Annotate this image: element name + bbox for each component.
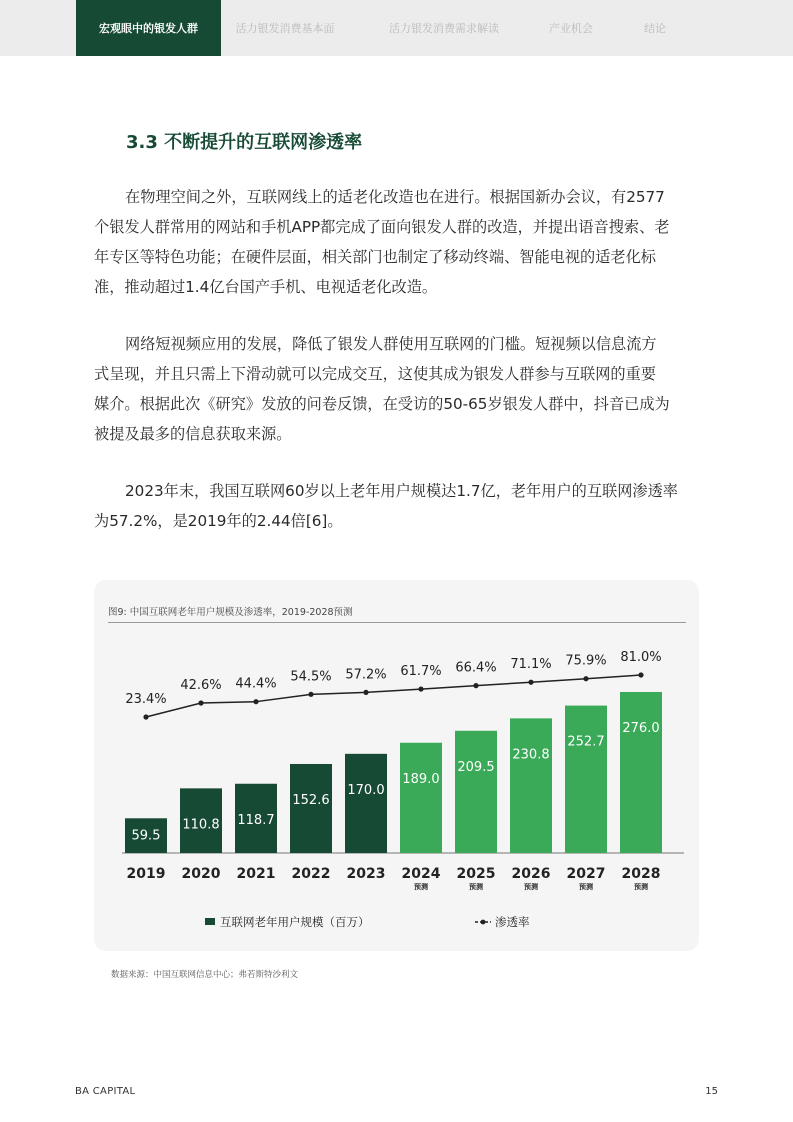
bar	[565, 706, 607, 853]
top-navigation	[0, 0, 793, 56]
bar	[345, 754, 387, 853]
bar-value-label: 189.0	[402, 771, 440, 787]
chart-svg	[94, 580, 699, 951]
x-tick-label: 2022	[291, 866, 331, 882]
legend-line-label: 渗透率	[495, 915, 530, 929]
line-value-label: 42.6%	[180, 678, 222, 693]
line-value-label: 75.9%	[565, 653, 607, 669]
legend-bar-label: 互联网老年用户规模（百万）	[220, 915, 370, 929]
x-tick-label: 2026	[511, 866, 551, 882]
line-value-label: 66.4%	[455, 660, 497, 676]
line-point	[253, 699, 258, 704]
paragraph-line: 被提及最多的信息获取来源。	[94, 425, 292, 443]
chart-title: 图9: 中国互联网老年用户规模及渗透率，2019-2028预测	[108, 607, 353, 618]
bar-value-label: 276.0	[622, 721, 660, 736]
bar-value-label: 118.7	[237, 812, 275, 828]
footer-brand: BA CAPITAL	[75, 1086, 136, 1097]
bar-value-label: 230.8	[512, 747, 550, 763]
paragraph-line: 为57.2%，是2019年的2.44倍[6]。	[94, 512, 343, 530]
line-point	[528, 680, 533, 685]
bar-value-label: 152.6	[292, 792, 330, 808]
x-tick-label: 2020	[181, 866, 221, 882]
bar	[620, 692, 662, 853]
line-value-label: 57.2%	[345, 667, 387, 683]
tab-consumption-basics[interactable]: 活力银发消费基本面	[235, 22, 335, 35]
line-point	[198, 700, 203, 705]
line-value-label: 61.7%	[400, 664, 442, 680]
forecast-label: 预测	[634, 883, 648, 891]
forecast-label: 预测	[414, 883, 428, 891]
paragraph-1	[94, 182, 702, 302]
chart-card	[94, 580, 699, 951]
bar	[510, 718, 552, 853]
paragraph-3	[94, 476, 702, 536]
line-point	[308, 692, 313, 697]
tab-industry-opportunity[interactable]: 产业机会	[549, 22, 593, 35]
bar-value-label: 110.8	[182, 817, 220, 833]
x-tick-label: 2025	[456, 866, 496, 882]
line-point	[583, 676, 588, 681]
legend-bar-swatch	[205, 918, 215, 925]
tab-macro-silver[interactable]: 宏观眼中的银发人群	[76, 0, 221, 56]
forecast-label: 预测	[524, 883, 538, 891]
x-tick-label: 2021	[236, 866, 276, 882]
line-point	[143, 714, 148, 719]
line-point	[638, 672, 643, 677]
bar	[290, 764, 332, 853]
line-value-label: 23.4%	[125, 692, 167, 707]
line-point	[418, 686, 423, 691]
paragraph-line: 个银发人群常用的网站和手机APP都完成了面向银发人群的改造，并提出语音搜索、老	[94, 218, 670, 236]
line-value-label: 81.0%	[620, 650, 662, 665]
data-source: 数据来源：中国互联网信息中心；弗若斯特沙利文	[111, 970, 299, 980]
line-value-label: 44.4%	[235, 676, 277, 692]
line-point	[363, 690, 368, 695]
tab-conclusion[interactable]: 结论	[644, 22, 666, 35]
x-tick-label: 2028	[621, 866, 661, 882]
bar	[400, 743, 442, 853]
paragraph-line: 年专区等特色功能；在硬件层面，相关部门也制定了移动终端、智能电视的适老化标	[94, 248, 656, 266]
bar	[455, 731, 497, 853]
line-value-label: 54.5%	[290, 669, 332, 685]
x-tick-label: 2024	[401, 866, 441, 882]
tab-demand-analysis[interactable]: 活力银发消费需求解读	[389, 22, 499, 35]
line-value-label: 71.1%	[510, 657, 552, 673]
bar-value-label: 252.7	[567, 734, 605, 750]
paragraph-line: 媒介。根据此次《研究》发放的问卷反馈，在受访的50-65岁银发人群中，抖音已成为	[94, 395, 670, 413]
bar-value-label: 209.5	[457, 759, 495, 775]
x-tick-label: 2019	[126, 866, 166, 882]
bar-value-label: 170.0	[347, 782, 385, 798]
paragraph-line: 2023年末，我国互联网60岁以上老年用户规模达1.7亿，老年用户的互联网渗透率	[125, 482, 678, 500]
forecast-label: 预测	[579, 883, 593, 891]
paragraph-2	[94, 329, 702, 449]
x-tick-label: 2023	[346, 866, 386, 882]
x-tick-label: 2027	[566, 866, 606, 882]
forecast-label: 预测	[469, 883, 483, 891]
section-title: 3.3 不断提升的互联网渗透率	[126, 132, 363, 153]
paragraph-line: 网络短视频应用的发展，降低了银发人群使用互联网的门槛。短视频以信息流方	[125, 335, 657, 353]
bar-value-label: 59.5	[131, 828, 161, 844]
legend-line-marker	[481, 920, 486, 925]
paragraph-line: 准，推动超过1.4亿台国产手机、电视适老化改造。	[94, 278, 438, 296]
paragraph-line: 在物理空间之外，互联网线上的适老化改造也在进行。根据国新办会议，有2577	[125, 188, 665, 206]
paragraph-line: 式呈现，并且只需上下滑动就可以完成交互，这使其成为银发人群参与互联网的重要	[94, 365, 656, 383]
line-point	[473, 683, 478, 688]
page-number: 15	[705, 1086, 718, 1097]
